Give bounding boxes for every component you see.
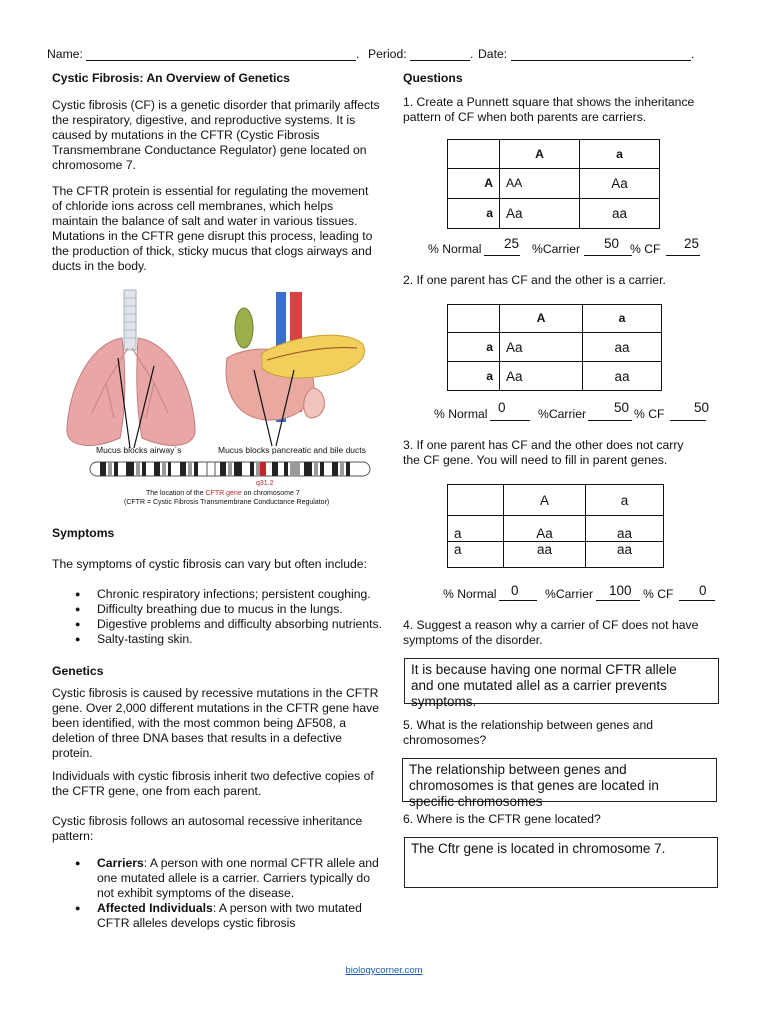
- q4-answer-box[interactable]: It is because having one normal CFTR allele and one mutated allel as a carrier prevents symptoms.: [404, 658, 719, 704]
- period-label: Period:: [368, 47, 407, 61]
- punnett-cell[interactable]: aa: [586, 516, 664, 542]
- inheritance-list: [75, 856, 395, 931]
- punnett-cell[interactable]: Aa: [580, 169, 660, 199]
- q5-answer-box[interactable]: The relationship between genes and chromosomes is that genes are located in specific chromosomes: [402, 758, 717, 802]
- symptoms-intro: The symptoms of cystic fibrosis can vary but often include:: [52, 557, 367, 571]
- q1-cf-value[interactable]: 25: [684, 236, 700, 251]
- symptoms-heading: Symptoms: [52, 526, 115, 540]
- q1-normal-value[interactable]: 25: [504, 236, 520, 251]
- list-item: ● Affected Individuals: A person with two mutated CFTR alleles develops cystic fibrosis: [75, 901, 395, 931]
- date-field[interactable]: [511, 60, 691, 61]
- list-item: ● Digestive problems and difficulty absorbing nutrients.: [75, 617, 395, 632]
- date-label: Date:: [478, 47, 508, 61]
- question-2: 2. If one parent has CF and the other is a carrier.: [403, 273, 666, 287]
- punnett-cell[interactable]: Aa: [500, 333, 583, 362]
- list-item: ● Chronic respiratory infections; persistent coughing.: [75, 587, 395, 602]
- footer-source-link[interactable]: biologycorner.com: [345, 965, 423, 976]
- punnett-square-3: [447, 484, 664, 568]
- genetics-heading: Genetics: [52, 664, 104, 678]
- question-4: 4. Suggest a reason why a carrier of CF does not have symptoms of the disorder.: [403, 618, 699, 647]
- intro-paragraph: Cystic fibrosis (CF) is a genetic disorder that primarily affects the respiratory, digestive, and reproductive systems. It is caused by mutations in the CFTR (Cystic Fibrosis Transmembrane Conductance Regulator) gene located on chromosome 7.: [52, 98, 380, 172]
- punnett-parent-gene[interactable]: a: [448, 516, 504, 542]
- caption-airways: Mucus blocks airway`s: [96, 445, 182, 455]
- punnett-cell[interactable]: aa: [583, 333, 662, 362]
- q2-normal-value[interactable]: 0: [498, 400, 506, 415]
- page-title: Cystic Fibrosis: An Overview of Genetics: [52, 71, 290, 85]
- punnett-cell[interactable]: Aa: [500, 199, 580, 229]
- protein-paragraph: The CFTR protein is essential for regulating the movement of chloride ions across cell membranes, which helps maintain the balance of salt and water in various tissues. Mutations in the CFTR gene disrupt this process, leading to the production of thick, sticky mucus that clogs airways and ducts in the body.: [52, 184, 373, 273]
- figure-location-caption: The location of the CFTR gene on chromosome 7: [146, 490, 300, 497]
- band-label: q31.2: [256, 480, 274, 487]
- question-5: 5. What is the relationship between genes and chromosomes?: [403, 718, 654, 747]
- symptoms-list: [75, 587, 395, 647]
- punnett-cell[interactable]: AA: [500, 169, 580, 199]
- q2-carrier-value[interactable]: 50: [614, 400, 630, 415]
- punnett-parent-gene[interactable]: a: [448, 542, 504, 568]
- punnett-cell[interactable]: aa: [580, 199, 660, 229]
- genetics-paragraph: Cystic fibrosis is caused by recessive mutations in the CFTR gene. Over 2,000 different mutations in the CFTR gene have been identified, with the most common being ΔF508, a deletion of three DNA bases that results in a defective protein.: [52, 686, 379, 760]
- period-field[interactable]: [410, 60, 470, 61]
- list-item: ● Carriers: A person with one normal CFTR allele and one mutated allele is a carrier. Carriers typically do not exhibit symptoms of the disease.: [75, 856, 395, 901]
- list-item: ● Difficulty breathing due to mucus in the lungs.: [75, 602, 395, 617]
- question-6: 6. Where is the CFTR gene located?: [403, 812, 601, 826]
- q3-normal-value[interactable]: 0: [511, 583, 519, 598]
- punnett-cell[interactable]: aa: [586, 542, 664, 568]
- caption-pancreas: Mucus blocks pancreatic and bile ducts: [218, 445, 366, 455]
- pattern-paragraph: Cystic fibrosis follows an autosomal recessive inheritance pattern:: [52, 814, 363, 843]
- name-field[interactable]: [86, 60, 356, 61]
- punnett-cell[interactable]: Aa: [500, 362, 583, 391]
- q1-carrier-value[interactable]: 50: [604, 236, 620, 251]
- punnett-parent-gene[interactable]: a: [586, 485, 664, 516]
- list-item: ● Salty-tasting skin.: [75, 632, 395, 647]
- name-label: Name:: [47, 47, 83, 61]
- cftr-band-marker: [260, 462, 266, 476]
- q3-carrier-value[interactable]: 100: [609, 583, 632, 598]
- q3-cf-value[interactable]: 0: [699, 583, 707, 598]
- punnett-cell[interactable]: aa: [583, 362, 662, 391]
- inheritance-paragraph: Individuals with cystic fibrosis inherit two defective copies of the CFTR gene, one from each parent.: [52, 769, 374, 798]
- punnett-square-2: A a a Aa aa a Aa aa: [447, 304, 662, 391]
- figure-location-note: (CFTR = Cystic Fibrosis Transmembrane Conductance Regulator): [124, 499, 330, 506]
- lungs-pancreas-illustration: [62, 288, 382, 510]
- question-3: 3. If one parent has CF and the other does not carry the CF gene. You will need to fill in parent genes.: [403, 438, 684, 467]
- punnett-square-1: A a A AA Aa a Aa aa: [447, 139, 660, 229]
- punnett-cell[interactable]: aa: [504, 542, 586, 568]
- questions-heading: Questions: [403, 71, 463, 85]
- q2-cf-value[interactable]: 50: [694, 400, 710, 415]
- question-1: 1. Create a Punnett square that shows the inheritance pattern of CF when both parents are carriers.: [403, 95, 695, 124]
- punnett-cell[interactable]: Aa: [504, 516, 586, 542]
- q6-answer-box[interactable]: The Cftr gene is located in chromosome 7.: [404, 837, 718, 888]
- cf-figure: [62, 288, 382, 510]
- punnett-parent-gene[interactable]: A: [504, 485, 586, 516]
